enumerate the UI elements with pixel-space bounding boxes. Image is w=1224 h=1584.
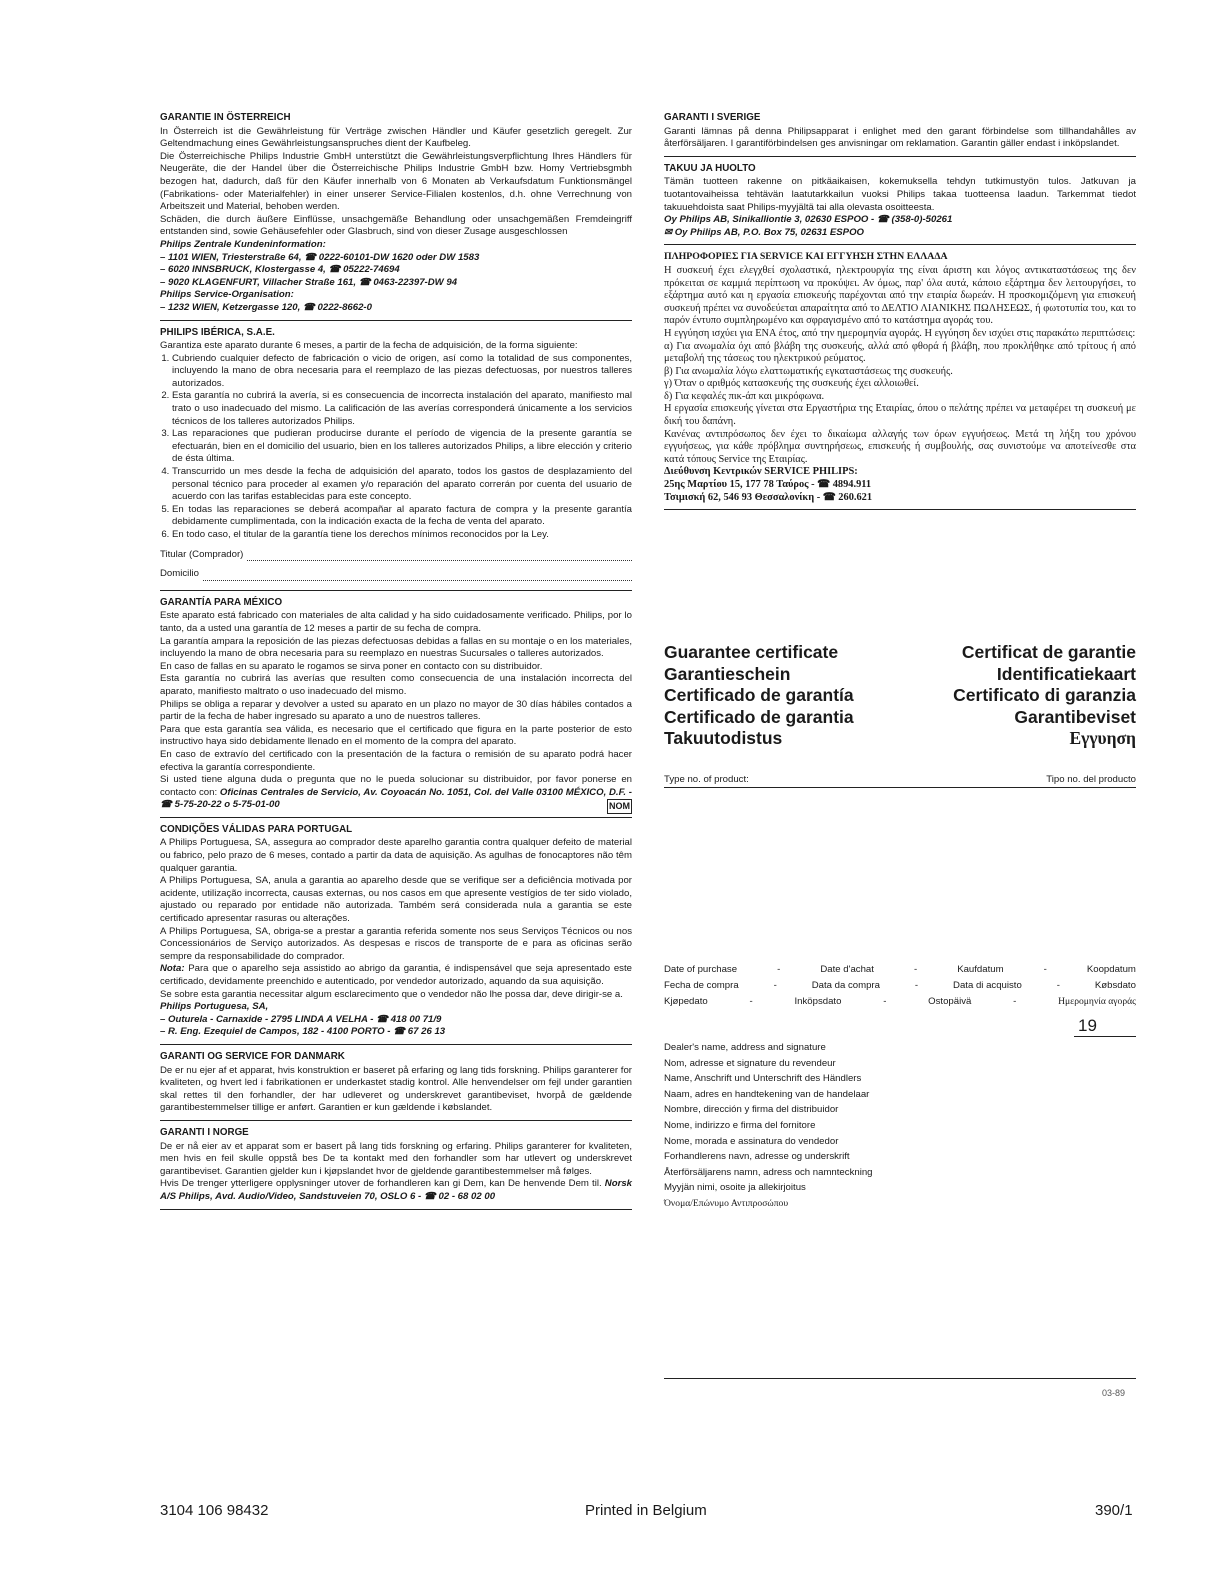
paragraph: Schäden, die durch äußere Einflüsse, unsachgemäße Behandlung oder unsachgemäßen Fremdeingriff entstanden sind, sowie Gehäusefehler oder Glasbruch, sind von dieser Zusage ausgeschlossen xyxy=(160,213,632,238)
left-column xyxy=(160,112,632,1216)
paragraph: La garantía ampara la reposición de las piezas defectuosas debidas a fallas en su montaje o en los materiales, incluyendo la mano de obra necesaria para su reemplazo en nuestras Sucursales o talleres autorizados. xyxy=(160,635,632,660)
nota-text: Para que o aparelho seja assistido ao abrigo da garantia, é indispensável que seja apresentado este certificado, devidamente preenchido e autenticado, por vendedor autorizado, aquando da sua aquisição. xyxy=(160,963,632,987)
contact-line: – R. Eng. Ezequiel de Campos, 182 - 4100 PORTO - ☎ 67 26 13 xyxy=(160,1026,446,1038)
paragraph: Philips se obliga a reparar y devolver a usted su aparato en un plazo no mayor de 30 días hábiles contados a partir de la fecha de haber ingresado su aparato a uno de nuestros talleres. xyxy=(160,698,632,723)
date-label: Date d'achat xyxy=(820,964,874,975)
product-type-label-es: Tipo no. del producto xyxy=(1046,774,1136,785)
dealer-label: Myyjän nimi, osoite ja allekirjoitus xyxy=(664,1182,806,1194)
contact-line: Philips Portuguesa, SA, xyxy=(160,1001,269,1013)
section-title: GARANTIE IN ÖSTERREICH xyxy=(160,112,291,123)
list-item: 1. Cubriendo cualquier defecto de fabricación o vicio de origen, así como la totalidad de sus componentes, incluyendo la mano de obra necesaria para el reemplazo de las piezas defectuosas, por nuestros talleres autorizados. xyxy=(172,353,632,391)
certificate-titles-left xyxy=(664,642,854,750)
separator: - xyxy=(749,996,753,1007)
date-label: Købsdato xyxy=(1094,980,1136,991)
list-item: 6. En todo caso, el titular de la garantía tiene los derechos mínimos reconocidos por la Ley. xyxy=(172,529,632,542)
dealer-signature-block[interactable] xyxy=(664,1040,1136,1212)
paragraph: A Philips Portuguesa, SA, assegura ao comprador deste aparelho garantia contra qualquer defeito de material ou fabrico, pelo prazo de 6 meses, contado a partir da data de aquisição. As agulhas de fonocaptores não têm qualquer garantia. xyxy=(160,837,632,874)
section-austria xyxy=(160,112,632,321)
list-item: 4. Transcurrido un mes desde la fecha de adquisición del aparato, todos los gastos de desplazamiento del personal técnico para proceder al examen y/o reparación del aparato correrán por cuenta del usuario de acuerdo con las tarifas establecidas para este concepto. xyxy=(172,466,632,504)
nom-mark: NOM xyxy=(607,799,632,814)
product-type-label: Type no. of product: xyxy=(664,774,749,785)
dealer-label: Όνομα/Επώνυμο Αντιπροσώπου xyxy=(664,1197,789,1209)
section-title: PHILIPS IBÉRICA, S.A.E. xyxy=(160,326,275,338)
signature-line xyxy=(664,1378,1136,1379)
certificate-title: Guarantee certificate xyxy=(664,642,839,662)
footer-page-code: 390/1 xyxy=(1095,1502,1133,1519)
certificate-title: Garantieschein xyxy=(664,663,791,684)
section-finland xyxy=(664,163,1136,246)
date-label: Date of purchase xyxy=(664,964,738,975)
date-label: Data da compra xyxy=(811,980,880,991)
contact-address: Norsk A/S Philips, Avd. Audio/Video, Sandstuveien 70, OSLO 6 - ☎ 02 - 68 02 00 xyxy=(160,1178,632,1202)
paragraph: Η συσκευή έχει ελεγχθεί σχολαστικά, ηλεκτρουργία της είναι άριστη και λόγος αντικαταστάσεως της δεν πρόκειται σε καμμιά περίπτωση να προκύψει. Αν όμως, παρ' όλα αυτά, κάποιο εξάρτημα δεν λειτουργήσει, το εξάρτημα αυτό και η εργασία επισκευής παρέχονται από την εταιρία δωρεάν. Η προσκομιζόμενη για επισκευή συσκευή πρέπει να συνοδεύεται απαραίτητα από το ΔΕΛΤΙΟ ΛΙΑΝΙΚΗΣ ΠΩΛΗΣΕΩΣ, ή φωτοτυπία του, και το παρόν έντυπο συμπληρωμένο και σφραγισμένο από το κατάστημα αγοράς του. xyxy=(664,264,1136,327)
right-column xyxy=(664,112,1136,516)
section-portugal xyxy=(160,824,632,1045)
dealer-label: Nome, indirizzo e firma del fornitore xyxy=(664,1119,816,1131)
certificate-title: Garantibeviset xyxy=(1014,706,1136,727)
paragraph: A Philips Portuguesa, SA, obriga-se a prestar a garantia referida somente nos seus Serviços Técnicos ou nos Concessionários de Serviço autorizados. As despesas e riscos de transporte de e para as oficinas serão sempre da responsabilidade do comprador. xyxy=(160,925,632,962)
paragraph: Tämän tuotteen rakenne on pitkäaikaisen, kokemuksella tehdyn tutkimustyön tulos. Jatkuvan ja tuotantovaiheissa tehtävän laatutarkkailun vuoksi Philips takaa tuotteensa laadun. Tarkemmat tiedot takuuehdoista saat Philips-myyjältä tai alla olevasta osoitteesta. xyxy=(664,176,1136,213)
paragraph: Garantiza este aparato durante 6 meses, a partir de la fecha de adquisición, de la forma siguiente: xyxy=(160,340,578,352)
print-code: 03-89 xyxy=(1102,1388,1126,1398)
section-mexico xyxy=(160,597,632,818)
paragraph: Para que esta garantía sea válida, es necesario que el certificado que figura en la parte posterior de esto instructivo haya sido debidamente llenado en el momento de la compra del aparato. xyxy=(160,723,632,748)
section-title: TAKUU JA HUOLTO xyxy=(664,162,756,174)
date-label: Ostopäivä xyxy=(928,996,972,1007)
contact-line: 25ης Μαρτίου 15, 177 78 Ταύρος - ☎ 4894.911 xyxy=(664,479,872,491)
section-denmark xyxy=(160,1051,632,1121)
date-label: Kjøpedato xyxy=(664,996,708,1007)
dealer-label: Dealer's name, address and signature xyxy=(664,1042,826,1053)
footer-printed-in: Printed in Belgium xyxy=(585,1502,707,1519)
paragraph: β) Για ανωμαλία λόγω ελαττωματικής εγκαταστάσεως της συσκευής. xyxy=(664,365,953,377)
paragraph: δ) Για κεφαλές πικ-άπ και μικρόφωνα. xyxy=(664,390,825,402)
section-title: GARANTI I NORGE xyxy=(160,1126,249,1138)
date-label: Ημερομηνία αγοράς xyxy=(1058,996,1136,1007)
section-greece xyxy=(664,251,1136,510)
certificate-title: Certificato di garanzia xyxy=(953,685,1136,706)
contact-line: Philips Service-Organisation: xyxy=(160,289,294,301)
separator: - xyxy=(1013,996,1017,1007)
product-type-field[interactable] xyxy=(664,774,1136,788)
contact-line: – Outurela - Carnaxide - 2795 LINDA A VELHA - ☎ 418 00 71/9 xyxy=(160,1013,442,1025)
date-label: Fecha de compra xyxy=(664,980,739,991)
certificate-title: Takuutodistus xyxy=(664,728,783,749)
address-field[interactable] xyxy=(160,568,632,581)
contact-line: ✉ Oy Philips AB, P.O. Box 75, 02631 ESPOO xyxy=(664,226,864,238)
list-item: 3. Las reparaciones que pudieran producirse durante el período de vigencia de la presente garantía se efectuarán, bien en el domicilio del usuario, bien en los talleres autorizados Philips, a libre elección y criterio de ésta última. xyxy=(172,428,632,466)
purchase-date-field[interactable] xyxy=(1074,1016,1136,1037)
paragraph: Η εγγύηση ισχύει για ΕΝΑ έτος, από την ημερομηνία αγοράς. Η εγγύηση δεν ισχύει στις παρακάτω περιπτώσεις: xyxy=(664,327,1136,339)
contact-line: – 1232 WIEN, Ketzergasse 120, ☎ 0222-8662-0 xyxy=(160,301,372,313)
paragraph: Η εργασία επισκευής γίνεται στα Εργαστήρια της Εταιρίας, όπου ο πελάτης πρέπει να μεταφέρει τη συσκευή με δική του δαπάνη. xyxy=(664,403,1136,428)
separator: - xyxy=(777,964,781,975)
paragraph: De er nu ejer af et apparat, hvis konstruktion er baseret på erfaring og lang tids forskning. Philips garanterer for kvaliteten, og hvert led i fabrikationen er underkastet stadig kontrol. Alle henvendelser om fejl under garantien skal rettes til den forhandler, der har udleveret og underskrevet garantibeviset, hvorpå de gældende garantibestemmelser tillige er anført. Garantien er kun gældende i købslandet. xyxy=(160,1064,632,1114)
certificate-title: Certificat de garantie xyxy=(961,642,1136,662)
date-label: Inköpsdato xyxy=(794,996,842,1007)
paragraph: Este aparato está fabricado con materiales de alta calidad y ha sido cuidadosamente verificado. Philips, por lo tanto, da a usted una garantía de 12 meses a partir de su fecha de compra. xyxy=(160,610,632,634)
paragraph: Κανένας αντιπρόσωπος δεν έχει το δικαίωμα αλλαγής των όρων εγγυήσεως. Μετά τη λήξη του χρόνου εγγυήσεως, για κάθε πρόβλημα συντηρήσεως, επισκευής ή συμβουλής, σας συνιστούμε να αποτείνεσθε στα κατά τόπους Service της Εταιρίας. xyxy=(664,428,1136,465)
purchase-date-labels xyxy=(664,964,1136,975)
nota-label: Nota: xyxy=(160,963,185,975)
certificate-title: Identificatiekaart xyxy=(996,663,1136,684)
paragraph: In Österreich ist die Gewährleistung für Verträge zwischen Händler und Käufer gesetzlich geregelt. Zur Geltendmachung eines Gewährleistungsanspruches dient der Kaufbeleg. xyxy=(160,125,632,150)
dealer-label: Nome, morada e assinatura do vendedor xyxy=(664,1135,839,1147)
separator: - xyxy=(773,980,777,991)
contact-line: – 9020 KLAGENFURT, Villacher Straße 161, ☎ 0463-22397-DW 94 xyxy=(160,276,458,288)
dealer-label: Nom, adresse et signature du revendeur xyxy=(664,1057,836,1069)
paragraph: Esta garantía no cubrirá las averías que resulten como consecuencia de una instalación incorrecta del aparato, manifiesto maltrato o uso inadecuado del mismo. xyxy=(160,673,632,697)
certificate-title: Εγγυηση xyxy=(1069,728,1136,749)
date-label: Koopdatum xyxy=(1086,964,1136,975)
purchase-date-labels xyxy=(664,980,1136,991)
certificate-title: Certificado de garantía xyxy=(664,685,854,706)
contact-line: – 6020 INNSBRUCK, Klostergasse 4, ☎ 05222-74694 xyxy=(160,264,400,276)
contact-address: Oficinas Centrales de Servicio, Av. Coyoacán No. 1051, Col. del Valle 03100 MÉXICO, D.F. - ☎ 5-75-20-22 o 5-75-01-00 xyxy=(160,786,632,811)
dealer-label: Name, Anschrift und Unterschrift des Händlers xyxy=(664,1073,862,1085)
address-field-label: Domicilio xyxy=(160,568,199,580)
section-sweden xyxy=(664,112,1136,157)
certificate-title: Certificado de garantia xyxy=(664,706,854,727)
footer-part-number: 3104 106 98432 xyxy=(160,1502,269,1519)
list-item: 5. En todas las reparaciones se deberá acompañar al aparato factura de compra y la presente garantía debidamente cumplimentada, con la indicación exacta de la fecha de venta del aparato. xyxy=(172,504,632,529)
certificate-titles-right xyxy=(953,642,1136,750)
contact-line: Philips Zentrale Kundeninformation: xyxy=(160,238,326,250)
contact-line: – 1101 WIEN, Triesterstraße 64, ☎ 0222-60101-DW 1620 oder DW 1583 xyxy=(160,251,480,263)
paragraph: γ) Όταν ο αριθμός κατασκευής της συσκευής έχει αλλοιωθεί. xyxy=(664,378,919,390)
dealer-label: Naam, adres en handtekening van de handelaar xyxy=(664,1088,870,1100)
section-norway xyxy=(160,1127,632,1210)
paragraph: A Philips Portuguesa, SA, anula a garantia ao aparelho desde que se verifique ser a deficiência motivada por acidente, utilização incorrecta, causas externas, ou nos casos em que apresente vestígios de ter sido violado, ajustado ou reparado por entidade não autorizada. Também será considerada nula a garantia se este certificado apresentar rasuras ou alterações. xyxy=(160,875,632,925)
paragraph: Se sobre esta garantia necessitar algum esclarecimento que o vendedor não lhe possa dar, deve dirigir-se a. xyxy=(160,988,623,1000)
holder-field[interactable] xyxy=(160,549,632,562)
separator: - xyxy=(914,980,919,991)
year-prefix: 19 xyxy=(1078,1016,1097,1035)
contact-text: Si usted tiene alguna duda o pregunta que no le pueda solucionar su distribuidor, por favor ponerse en contacto con: xyxy=(160,774,632,798)
separator: - xyxy=(913,964,918,975)
paragraph: α) Για ανωμαλία όχι από βλάβη της συσκευής, αλλά από φθορά ή βλάβη, που προκλήθηκε από τρίτους ή από μεταβολή της τάσεως του ηλεκτρικού ρεύματος. xyxy=(664,340,1136,365)
dealer-label: Forhandlerens navn, adresse og underskrift xyxy=(664,1151,850,1163)
contact-line: Oy Philips AB, Sinikalliontie 3, 02630 ESPOO - ☎ (358-0)-50261 xyxy=(664,214,953,226)
date-label: Data di acquisto xyxy=(953,980,1022,991)
paragraph: De er nå eier av et apparat som er basert på lang tids forskning og erfaring. Philips garanterer for kvaliteten, men hvis en feil skulle oppstå bes De ta kontakt med den forhandler som har utlevert og underskrevet garantibeviset. Garantien gjelder kun i kjøpslandet hvor de gjeldende garantibestemmelser må følges. xyxy=(160,1140,632,1177)
paragraph: En caso de fallas en su aparato le rogamos se sirva poner en contacto con su distribuidor. xyxy=(160,660,543,672)
dealer-label: Återförsäljarens namn, adress och namnteckning xyxy=(664,1166,873,1178)
dealer-label: Nombre, dirección y firma del distribuidor xyxy=(664,1104,839,1116)
terms-list xyxy=(160,353,632,542)
contact-line: Τσιμισκή 62, 546 93 Θεσσαλονίκη - ☎ 260.621 xyxy=(664,491,873,503)
separator: - xyxy=(1043,964,1047,975)
contact-line: Διεύθυνση Κεντρικών SERVICE PHILIPS: xyxy=(664,466,858,478)
list-item: 2. Esta garantía no cubrirá la avería, si es consecuencia de incorrecta instalación del aparato, manifiesto mal trato o uso inadecuado del mismo. La calificación de las averías corresponderá únicamente a los servicios técnicos de los talleres autorizados Philips. xyxy=(172,390,632,428)
paragraph xyxy=(160,963,632,988)
date-label: Kaufdatum xyxy=(957,964,1004,975)
section-spain xyxy=(160,327,632,591)
section-title: ΠΛΗΡΟΦΟΡΙΕΣ ΓΙΑ SERVICE ΚΑΙ ΕΓΓΥΗΣΗ ΣΤΗΝ ΕΛΛΑΔΑ xyxy=(664,251,948,263)
section-title: GARANTI OG SERVICE FOR DANMARK xyxy=(160,1050,345,1062)
section-title: GARANTÍA PARA MÉXICO xyxy=(160,596,283,608)
paragraph xyxy=(160,774,632,812)
separator: - xyxy=(883,996,887,1007)
separator: - xyxy=(1056,980,1060,991)
paragraph: Garanti lämnas på denna Philipsapparat i enlighet med den garant förbindelse som tillhandahålles av återförsäljaren. I garantiförbindelsen ges anvisningar om reklamation. Garantin gäller endast i inköpslandet. xyxy=(664,125,1136,150)
contact-text: Hvis De trenger ytterligere opplysninger utover de forhandleren kan gi Dem, kan De henvende Dem til. xyxy=(160,1178,602,1190)
paragraph xyxy=(160,1178,632,1203)
section-title: CONDIÇÕES VÁLIDAS PARA PORTUGAL xyxy=(160,823,353,835)
purchase-date-labels xyxy=(664,996,1136,1007)
holder-field-label: Titular (Comprador) xyxy=(160,548,244,560)
paragraph: Die Österreichische Philips Industrie GmbH unterstützt die Gewährleistungsverpflichtung Ihres Händlers für Neugeräte, die der Handel über die Österreichische Philips Industrie GmbH bzw. Homy Vertriebsgmbh bezogen hat, dadurch, daß für den Käufer innerhalb von 6 Monaten ab Verkaufsdatum Funktionsmängel (Fabrikations- oder Materialfehler) in einer unserer Service-Filialen kostenlos, d.h. ohne Verrechnung von Arbeitszeit und Material, behoben werden. xyxy=(160,150,632,213)
section-title: GARANTI I SVERIGE xyxy=(664,112,761,123)
paragraph: En caso de extravío del certificado con la presentación de la factura o remisión de su aparato podrá hacer efectiva la garantía correspondiente. xyxy=(160,748,632,773)
